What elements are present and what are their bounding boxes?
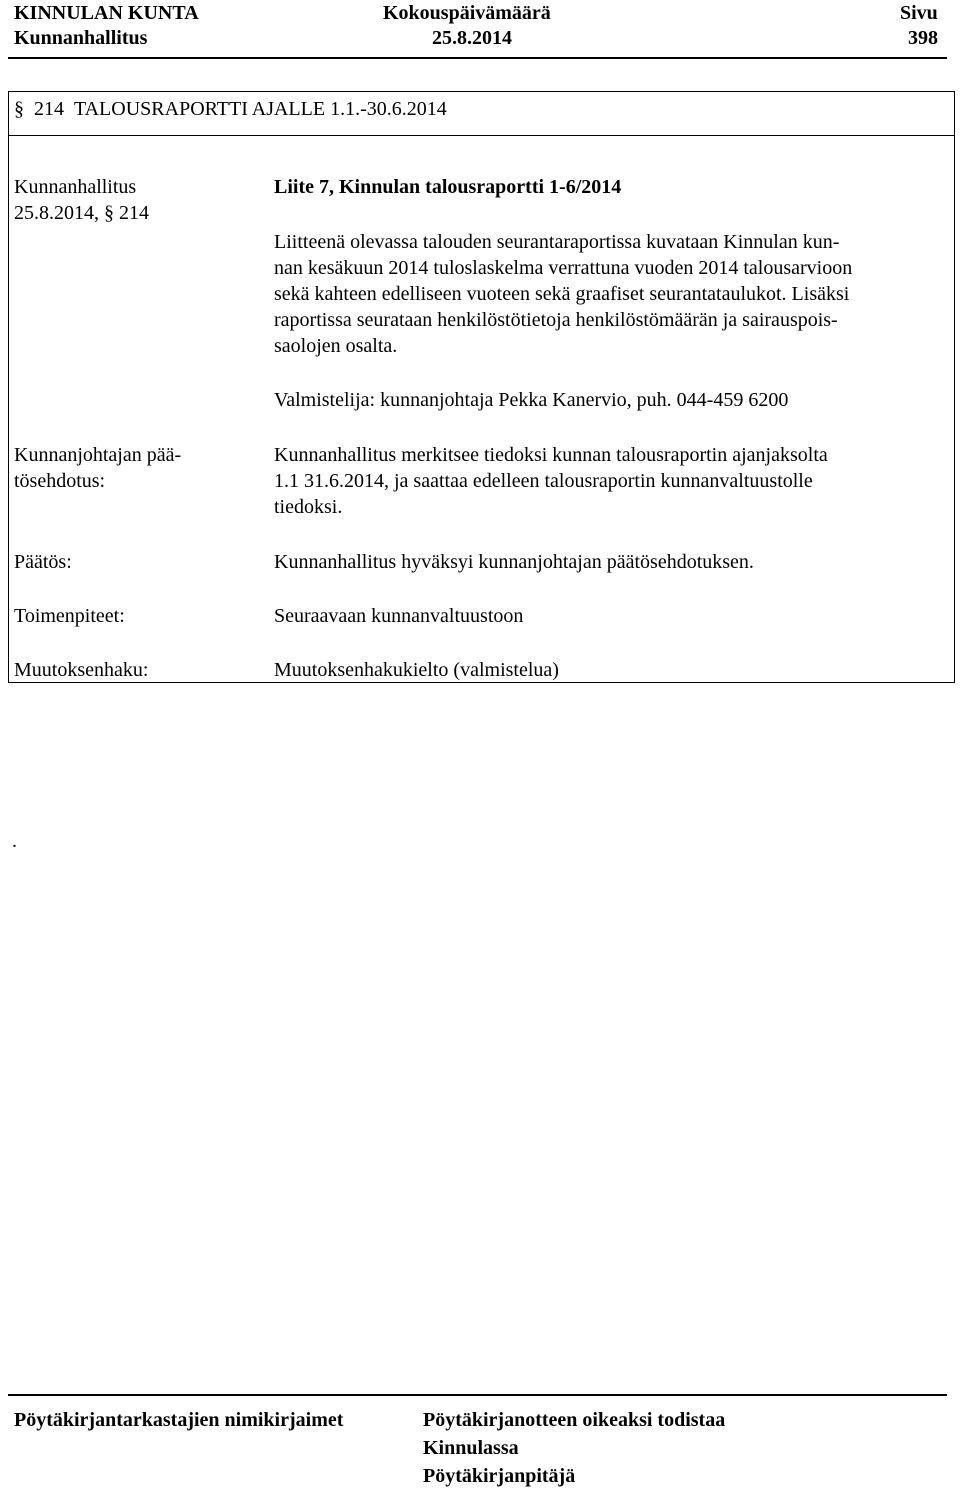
certify-place: Kinnulassa [423,1437,519,1459]
certify-role: Pöytäkirjanpitäjä [423,1465,576,1487]
appeal-label: Muutoksenhaku: [14,659,149,681]
section-title [14,96,447,122]
description-line: Liitteenä olevassa talouden seurantaraportissa kuvataan Kinnulan kun- [274,231,840,253]
actions-label: Toimenpiteet: [14,605,125,627]
section-symbol: § [14,98,24,120]
actions-text: Seuraavaan kunnanvaltuustoon [274,605,524,627]
description-line: nan kesäkuun 2014 tuloslaskelma verrattuna vuoden 2014 talousarvioon [274,257,853,279]
initials-label: Pöytäkirjantarkastajien nimikirjaimet [14,1409,344,1431]
footer-rule [8,1394,947,1396]
preparer-line: Valmistelija: kunnanjohtaja Pekka Kanervio, puh. 044-459 6200 [274,389,789,411]
description-line: raportissa seurataan henkilöstötietoja henkilöstömäärän ja sairauspois- [274,309,838,331]
reference-body: Kunnanhallitus [14,176,137,198]
municipality-name: KINNULAN KUNTA [14,2,199,24]
proposal-label-line2: tösehdotus: [14,470,106,492]
reference-date: 25.8.2014, § 214 [14,202,149,224]
proposal-line: tiedoksi. [274,496,343,518]
proposal-label-line1: Kunnanjohtajan pää- [14,444,182,466]
proposal-line: 1.1 31.6.2014, ja saattaa edelleen talousraportin kunnanvaltuustolle [274,470,813,492]
attachment-title: Liite 7, Kinnulan talousraportti 1-6/2014 [274,176,622,198]
description-line: saolojen osalta. [274,335,398,357]
proposal-line: Kunnanhallitus merkitsee tiedoksi kunnan talousraportin ajanjaksolta [274,444,828,466]
meeting-date: 25.8.2014 [432,27,512,49]
meeting-date-label: Kokouspäivämäärä [383,2,551,24]
governing-body: Kunnanhallitus [14,27,148,49]
page-number: 398 [908,27,938,49]
description-line: sekä kahteen edelliseen vuoteen sekä graafiset seurantataulukot. Lisäksi [274,283,850,305]
stray-period: . [12,830,17,852]
certify-label: Pöytäkirjanotteen oikeaksi todistaa [423,1409,726,1431]
appeal-text: Muutoksenhakukielto (valmistelua) [274,659,559,681]
section-heading: TALOUSRAPORTTI AJALLE 1.1.-30.6.2014 [74,98,447,120]
page-label: Sivu [900,2,938,24]
section-number: 214 [34,98,64,120]
header-rule [8,57,947,59]
decision-label: Päätös: [14,551,72,573]
title-divider [8,135,955,136]
decision-text: Kunnanhallitus hyväksyi kunnanjohtajan päätösehdotuksen. [274,551,754,573]
